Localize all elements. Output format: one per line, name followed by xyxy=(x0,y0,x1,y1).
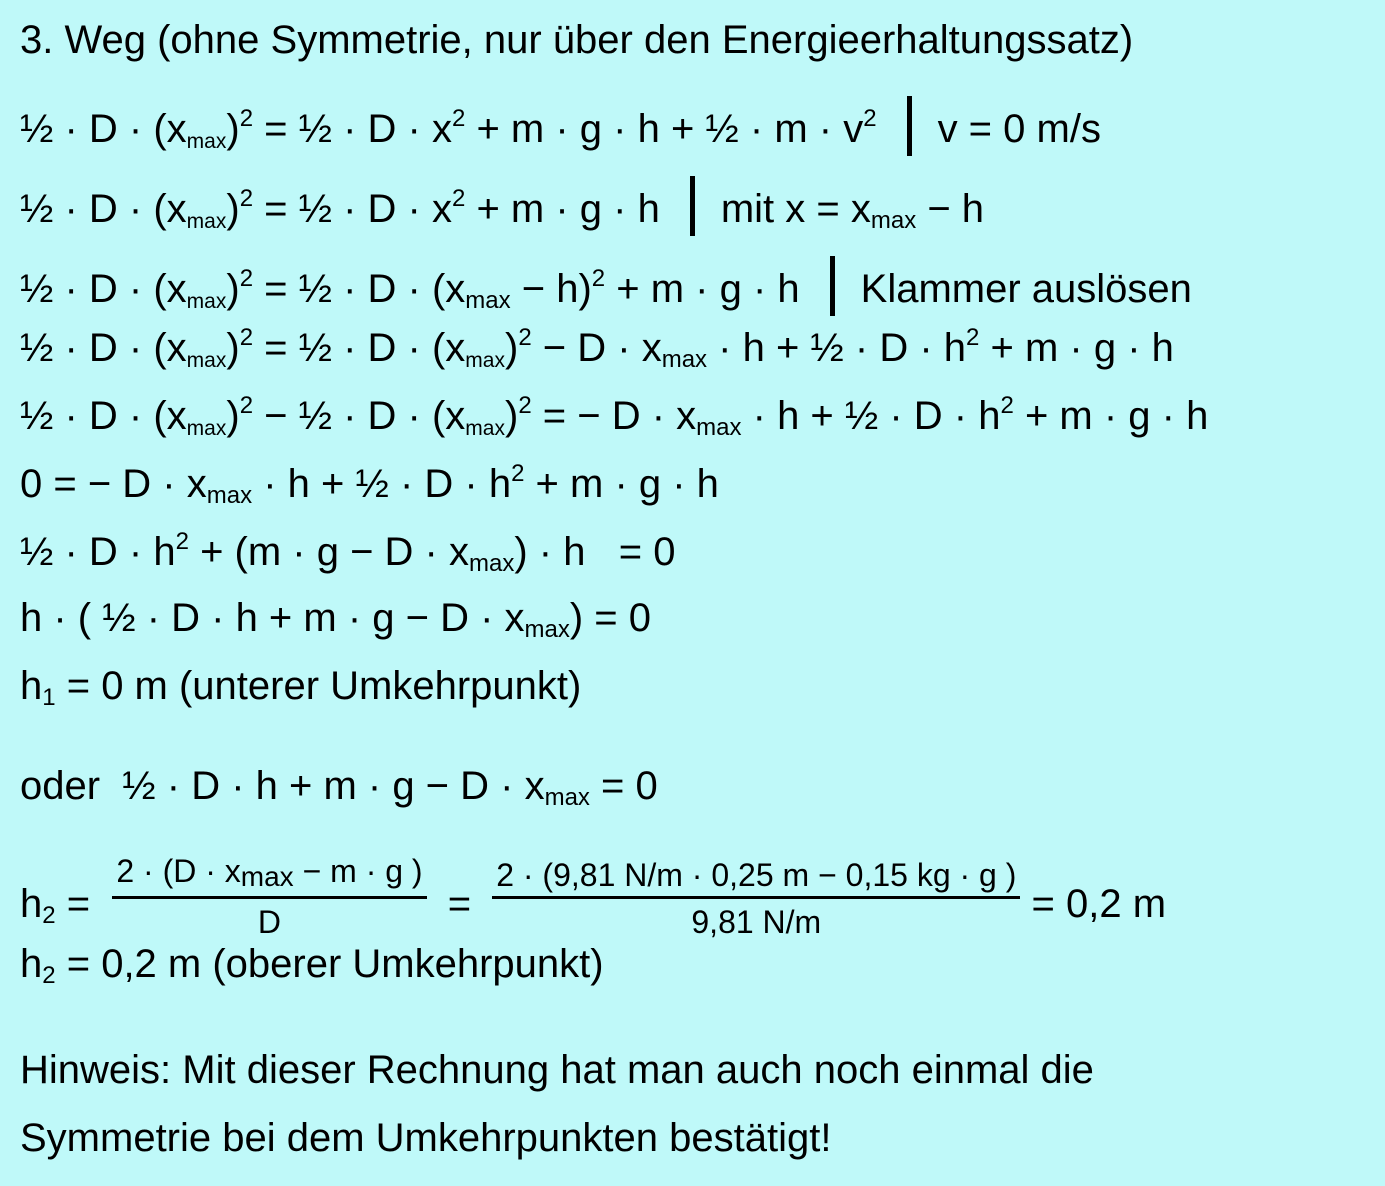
eq8-part-a: h · ( ½ · D · h + m · g − D · x xyxy=(20,596,525,640)
eq11-sub-a: 2 xyxy=(42,901,56,929)
eq10-part-b: = 0 xyxy=(589,764,658,808)
eq3-sup-b: 2 xyxy=(239,265,254,292)
eq7-sub-b: max xyxy=(469,550,515,577)
equation-line-6 xyxy=(20,462,719,508)
equation-line-2 xyxy=(20,176,984,236)
eq2-note: mit x = x xyxy=(720,187,871,231)
eq2-sub-a: max xyxy=(186,210,227,233)
eq5-sub-a: max xyxy=(186,417,227,440)
eq11-result: = 0,2 m xyxy=(1020,881,1167,926)
equation-line-9 xyxy=(20,666,581,710)
eq1-sup-d: 2 xyxy=(863,105,877,132)
fraction-symbolic-numerator xyxy=(112,854,426,899)
eq1-part-d: + m · g · h + ½ · m · v xyxy=(465,107,864,151)
eq6-sup-b: 2 xyxy=(511,460,525,487)
eq5-sub-c: max xyxy=(465,417,505,440)
frac1-num-sub: max xyxy=(240,861,294,892)
equation-line-11 xyxy=(20,854,1166,940)
eq10-part-a: oder ½ · D · h + m · g − D · x xyxy=(20,764,545,808)
eq4-part-g: + m · g · h xyxy=(979,326,1174,370)
equation-line-4 xyxy=(20,326,1174,372)
fraction-numeric-denominator: 9,81 N/m xyxy=(691,903,822,940)
equation-line-12 xyxy=(20,944,604,988)
hint-line-1: Hinweis: Mit dieser Rechnung hat man auch noch einmal die xyxy=(20,1048,1094,1092)
eq2-sup-b: 2 xyxy=(239,185,254,212)
equation-line-10 xyxy=(20,766,658,810)
eq5-part-f: · h + ½ · D · h xyxy=(741,394,1001,438)
eq3-part-d: − h) xyxy=(510,267,592,311)
eq8-part-b: ) = 0 xyxy=(569,596,652,640)
eq11-part-a: h xyxy=(20,881,43,926)
separator-bar xyxy=(830,256,835,316)
eq5-sup-f: 2 xyxy=(1000,392,1014,419)
eq1-part-a: ½ · D · (x xyxy=(20,107,187,151)
frac1-num-b: − m · g ) xyxy=(293,853,423,889)
eq5-sup-d: 2 xyxy=(518,392,532,419)
eq4-sup-b: 2 xyxy=(239,324,254,351)
equation-line-3 xyxy=(20,256,1192,316)
eq1-part-c: = ½ · D · x xyxy=(253,107,452,151)
eq2-note-sub: max xyxy=(870,207,917,234)
eq6-part-c: + m · g · h xyxy=(524,462,719,506)
eq5-part-c: − ½ · D · (x xyxy=(253,394,466,438)
eq4-sup-f: 2 xyxy=(966,324,980,351)
eq4-part-e: − D · x xyxy=(531,326,662,370)
eq5-part-a: ½ · D · (x xyxy=(20,394,187,438)
eq8-sub-a: max xyxy=(524,616,570,643)
eq3-sub-a: max xyxy=(186,290,227,313)
equation-line-8 xyxy=(20,598,651,642)
eq4-sub-c: max xyxy=(465,349,505,372)
eq7-part-b: + (m · g − D · x xyxy=(188,530,469,574)
eq5-part-e: = − D · x xyxy=(531,394,697,438)
equation-line-7 xyxy=(20,530,676,576)
eq5-part-d: ) xyxy=(504,394,519,438)
eq4-part-f: · h + ½ · D · h xyxy=(707,326,967,370)
eq1-sup-b: 2 xyxy=(239,105,254,132)
eq5-part-b: ) xyxy=(226,394,240,438)
eq6-sub-a: max xyxy=(206,482,253,509)
eq6-part-b: · h + ½ · D · h xyxy=(252,462,512,506)
separator-bar xyxy=(690,176,695,236)
eq12-sub-a: 2 xyxy=(42,962,56,989)
separator-bar xyxy=(907,96,912,156)
frac1-num-a: 2 · (D · x xyxy=(116,853,241,889)
eq7-part-a: ½ · D · h xyxy=(20,530,176,574)
eq5-sup-b: 2 xyxy=(239,392,254,419)
eq3-sup-d: 2 xyxy=(591,265,606,292)
eq3-part-a: ½ · D · (x xyxy=(20,267,187,311)
eq4-part-b: ) xyxy=(226,326,240,370)
eq12-part-a: h xyxy=(20,942,43,986)
eq3-part-e: + m · g · h xyxy=(605,267,800,311)
eq11-part-b: = xyxy=(55,881,102,926)
eq3-sub-c: max xyxy=(465,287,511,314)
equation-line-1 xyxy=(20,96,1101,156)
eq7-sup-a: 2 xyxy=(175,528,189,555)
eq4-sup-d: 2 xyxy=(518,324,532,351)
eq2-note-end: − h xyxy=(916,187,985,231)
eq2-part-d: + m · g · h xyxy=(465,187,660,231)
eq4-part-d: ) xyxy=(504,326,519,370)
fraction-symbolic xyxy=(112,854,426,940)
eq2-part-b: ) xyxy=(226,187,240,231)
fraction-numeric-numerator: 2 · (9,81 N/m · 0,25 m − 0,15 kg · g ) xyxy=(492,858,1020,899)
eq5-sub-e: max xyxy=(696,414,742,441)
eq4-part-c: = ½ · D · (x xyxy=(253,326,466,370)
eq7-part-c: ) · h = 0 xyxy=(514,530,676,574)
eq1-sup-c: 2 xyxy=(451,105,466,132)
fraction-numeric xyxy=(492,858,1020,940)
equation-line-5 xyxy=(20,394,1208,440)
eq9-part-a: h xyxy=(20,664,43,708)
eq1-sub-a: max xyxy=(186,130,227,153)
eq4-sub-e: max xyxy=(661,346,708,373)
eq9-part-b: = 0 m (unterer Umkehrpunkt) xyxy=(55,664,582,708)
eq4-part-a: ½ · D · (x xyxy=(20,326,187,370)
eq9-sub-a: 1 xyxy=(42,684,56,711)
eq3-note: Klammer auslösen xyxy=(860,267,1192,311)
eq12-part-b: = 0,2 m (oberer Umkehrpunkt) xyxy=(55,942,604,986)
eq3-part-c: = ½ · D · (x xyxy=(253,267,466,311)
heading: 3. Weg (ohne Symmetrie, nur über den Energieerhaltungssatz) xyxy=(20,18,1134,62)
eq2-part-a: ½ · D · (x xyxy=(20,187,187,231)
eq2-sup-c: 2 xyxy=(451,185,466,212)
eq2-part-c: = ½ · D · x xyxy=(253,187,452,231)
hint-line-2: Symmetrie bei dem Umkehrpunkten bestätigt! xyxy=(20,1116,832,1160)
eq10-sub-a: max xyxy=(544,784,590,811)
fraction-symbolic-denominator: D xyxy=(257,903,281,940)
eq11-equals: = xyxy=(447,881,472,926)
eq6-part-a: 0 = − D · x xyxy=(20,462,207,506)
eq1-part-b: ) xyxy=(226,107,240,151)
eq1-note: v = 0 m/s xyxy=(937,107,1101,151)
eq3-part-b: ) xyxy=(226,267,240,311)
eq4-sub-a: max xyxy=(186,349,227,372)
eq5-part-g: + m · g · h xyxy=(1013,394,1209,438)
